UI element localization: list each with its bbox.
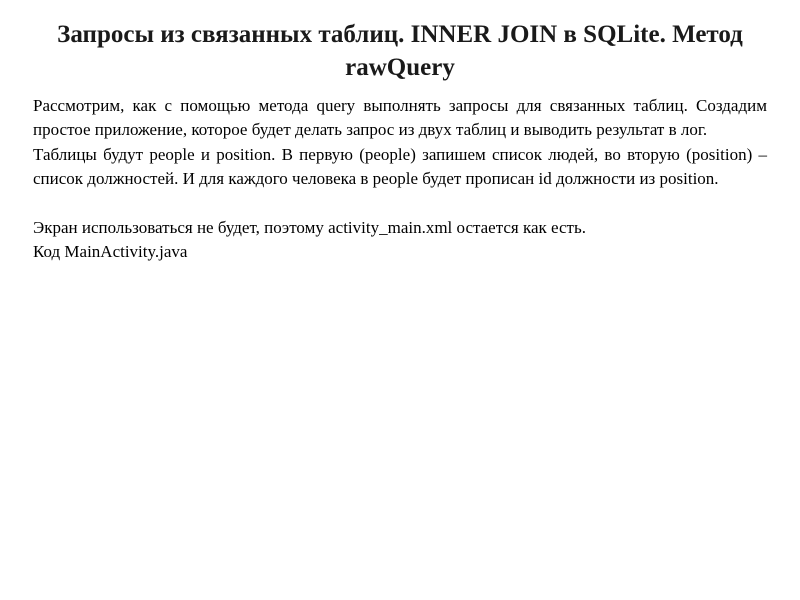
paragraph-spacer bbox=[33, 192, 767, 216]
slide-title: Запросы из связанных таблиц. INNER JOIN в SQLite. Метод rawQuery bbox=[57, 21, 743, 81]
screen-note-paragraph: Экран использоваться не будет, поэтому activity_main.xml остается как есть. bbox=[33, 217, 586, 237]
code-file-label: Код MainActivity.java bbox=[33, 242, 188, 262]
intro-paragraph: Рассмотрим, как с помощью метода query выполнять запросы для связанных таблиц. Создадим простое приложение, которое будет делать запрос из двух таблиц и выводить результат в лог. bbox=[33, 96, 767, 140]
tables-paragraph: Таблицы будут people и position. В первую (people) запишем список людей, во вторую (position) – список должностей. И для каждого человека в people будет прописан id должности из position. bbox=[33, 144, 767, 189]
slide-body bbox=[33, 94, 767, 264]
